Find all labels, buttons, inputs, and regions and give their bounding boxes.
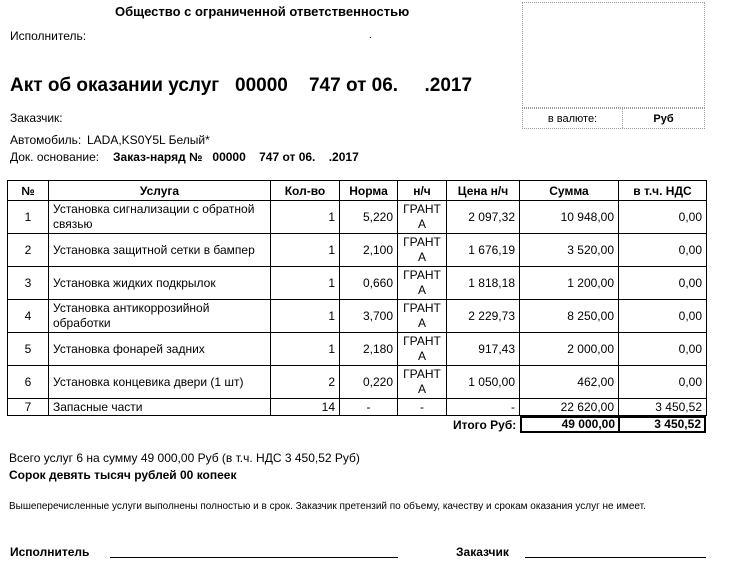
row-number: 2 xyxy=(8,234,49,267)
price: 917,43 xyxy=(447,333,520,366)
column-header: Норма xyxy=(340,181,398,201)
service-name: Установка защитной сетки в бампер xyxy=(49,234,271,267)
executor-signature-label: Исполнитель xyxy=(10,545,90,559)
total-sum: 49 000,00 xyxy=(520,416,620,433)
customer-label: Заказчик: xyxy=(10,111,63,125)
norm: 2,180 xyxy=(340,333,398,366)
total-label: Итого Руб: xyxy=(453,418,517,432)
column-header: Кол-во xyxy=(271,181,340,201)
quantity: 14 xyxy=(271,399,340,416)
quantity: 2 xyxy=(271,366,340,399)
column-header: Сумма xyxy=(520,181,619,201)
row-number: 3 xyxy=(8,267,49,300)
quantity: 1 xyxy=(271,267,340,300)
unit: ГРАНТ А xyxy=(398,300,447,333)
vat: 3 450,52 xyxy=(619,399,707,416)
basis-value: Заказ-наряд № 00000 747 от 06. .2017 xyxy=(113,150,359,164)
service-name: Установка концевика двери (1 шт) xyxy=(49,366,271,399)
completion-note: Вышеперечисленные услуги выполнены полностью и в срок. Заказчик претензий по объему, качеству и срокам оказания услуг не имеет. xyxy=(9,501,646,512)
stamp-area xyxy=(522,2,705,108)
sum: 22 620,00 xyxy=(520,399,619,416)
price: 2 229,73 xyxy=(447,300,520,333)
table-row xyxy=(8,300,707,333)
service-name: Установка антикоррозийной обработки xyxy=(49,300,271,333)
services-table xyxy=(7,180,707,416)
summary-line: Всего услуг 6 на сумму 49 000,00 Руб (в т.ч. НДС 3 450,52 Руб) xyxy=(9,451,360,465)
service-name: Установка жидких подкрылок xyxy=(49,267,271,300)
service-name: Установка сигнализации с обратной связью xyxy=(49,201,271,234)
sum: 2 000,00 xyxy=(520,333,619,366)
unit: ГРАНТ А xyxy=(398,201,447,234)
summary-amount-words: Сорок девять тысяч рублей 00 копеек xyxy=(9,468,237,482)
row-number: 6 xyxy=(8,366,49,399)
unit: - xyxy=(398,399,447,416)
price: - xyxy=(447,399,520,416)
executor-label: Исполнитель: xyxy=(10,29,87,43)
column-header: Услуга xyxy=(49,181,271,201)
quantity: 1 xyxy=(271,300,340,333)
car-label: Автомобиль: xyxy=(10,133,82,147)
quantity: 1 xyxy=(271,333,340,366)
customer-signature-label: Заказчик xyxy=(456,545,509,559)
quantity: 1 xyxy=(271,201,340,234)
column-header: Цена н/ч xyxy=(447,181,520,201)
service-name: Запасные части xyxy=(49,399,271,416)
vat: 0,00 xyxy=(619,267,707,300)
row-number: 1 xyxy=(8,201,49,234)
dot-mark: . xyxy=(369,30,372,41)
quantity: 1 xyxy=(271,234,340,267)
organization-name: Общество с ограниченной ответственностью xyxy=(115,4,410,19)
table-header-row xyxy=(8,181,707,201)
vat: 0,00 xyxy=(619,366,707,399)
sum: 8 250,00 xyxy=(520,300,619,333)
unit: ГРАНТ А xyxy=(398,267,447,300)
table-row xyxy=(8,333,707,366)
table-row xyxy=(8,399,707,416)
total-vat: 3 450,52 xyxy=(618,416,706,433)
unit: ГРАНТ А xyxy=(398,333,447,366)
vat: 0,00 xyxy=(619,333,707,366)
basis-label: Док. основание: xyxy=(10,150,100,164)
currency-value: Руб xyxy=(653,112,674,125)
price: 1 050,00 xyxy=(447,366,520,399)
table-row xyxy=(8,267,707,300)
price: 2 097,32 xyxy=(447,201,520,234)
executor-signature-line xyxy=(110,557,398,558)
car-value: LADA,KS0Y5L Белый* xyxy=(87,133,210,147)
document-title: Акт об оказании услуг 00000 747 от 06. .2017 xyxy=(10,75,473,96)
vat: 0,00 xyxy=(619,201,707,234)
column-header: № xyxy=(8,181,49,201)
norm: 3,700 xyxy=(340,300,398,333)
sum: 10 948,00 xyxy=(520,201,619,234)
currency-label: в валюте: xyxy=(523,109,623,128)
table-row xyxy=(8,366,707,399)
price: 1 676,19 xyxy=(447,234,520,267)
sum: 3 520,00 xyxy=(520,234,619,267)
column-header: в т.ч. НДС xyxy=(619,181,707,201)
sum: 462,00 xyxy=(520,366,619,399)
norm: 5,220 xyxy=(340,201,398,234)
price: 1 818,18 xyxy=(447,267,520,300)
currency-box xyxy=(522,108,705,129)
unit: ГРАНТ А xyxy=(398,366,447,399)
row-number: 7 xyxy=(8,399,49,416)
unit: ГРАНТ А xyxy=(398,234,447,267)
norm: 0,660 xyxy=(340,267,398,300)
row-number: 4 xyxy=(8,300,49,333)
service-name: Установка фонарей задних xyxy=(49,333,271,366)
vat: 0,00 xyxy=(619,234,707,267)
column-header: н/ч xyxy=(398,181,447,201)
sum: 1 200,00 xyxy=(520,267,619,300)
customer-signature-line xyxy=(525,557,706,558)
norm: 0,220 xyxy=(340,366,398,399)
row-number: 5 xyxy=(8,333,49,366)
vat: 0,00 xyxy=(619,300,707,333)
table-row xyxy=(8,201,707,234)
norm: - xyxy=(340,399,398,416)
norm: 2,100 xyxy=(340,234,398,267)
table-row xyxy=(8,234,707,267)
